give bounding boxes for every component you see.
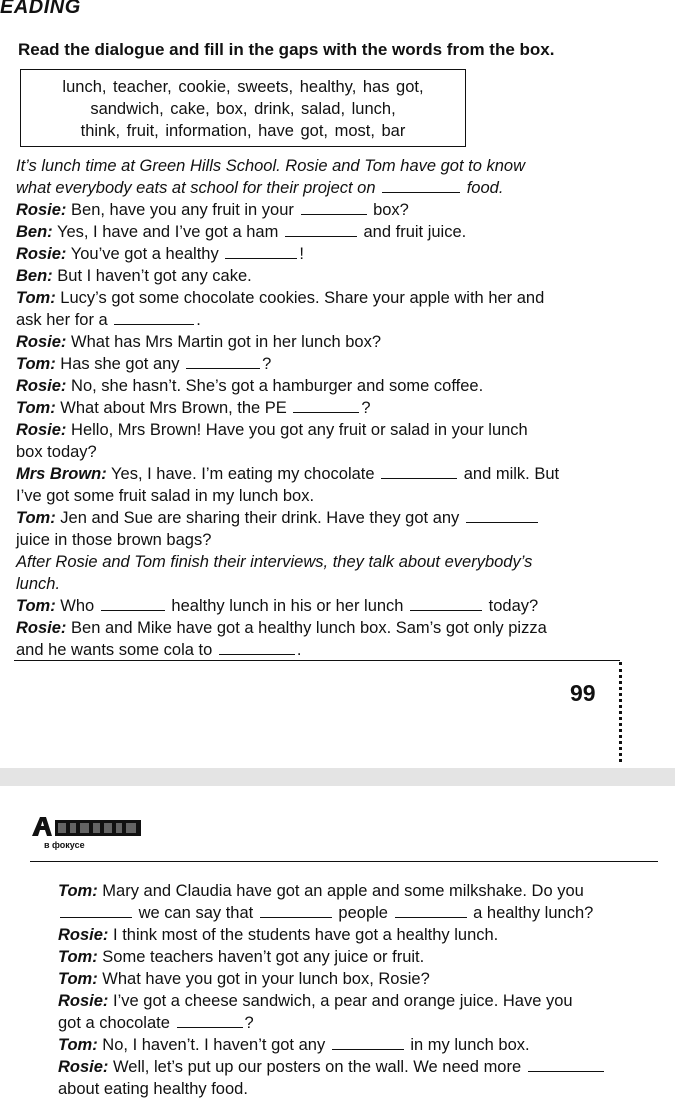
dialogue-text: ask her for a <box>16 311 113 329</box>
dialogue-line <box>16 617 666 639</box>
dialogue-text: After Rosie and Tom finish their interviews, they talk about everybody’s <box>16 553 533 571</box>
dialogue-text: food. <box>462 179 504 197</box>
speaker-name: Tom: <box>58 882 98 900</box>
fill-in-gap[interactable] <box>177 1012 243 1028</box>
dialogue-text: What about Mrs Brown, the PE <box>55 399 292 417</box>
page-divider <box>14 660 620 661</box>
dialogue-line <box>58 1034 668 1056</box>
fill-in-gap[interactable] <box>466 507 538 523</box>
fill-in-gap[interactable] <box>410 595 482 611</box>
dialogue-line <box>16 287 666 309</box>
fill-in-gap[interactable] <box>101 595 165 611</box>
section-heading: EADING <box>0 0 81 18</box>
dialogue-text: But I haven’t got any cake. <box>52 267 252 285</box>
dialogue-text: Has she got any <box>55 355 185 373</box>
dialogue-text: in my lunch box. <box>405 1036 530 1054</box>
dialogue-text: You’ve got a healthy <box>66 245 224 263</box>
dialogue-text: ! <box>299 245 304 263</box>
dialogue-line <box>16 507 666 529</box>
speaker-name: Rosie: <box>58 992 109 1010</box>
dialogue-text: Who <box>55 597 99 615</box>
textbook-page-next <box>0 786 675 1118</box>
dialogue-text: we can say that <box>134 904 258 922</box>
dialogue-text: What have you got in your lunch box, Rosie? <box>97 970 430 988</box>
fill-in-gap[interactable] <box>395 902 467 918</box>
speaker-name: Rosie: <box>16 201 67 219</box>
dialogue-line <box>16 199 666 221</box>
speaker-name: Tom: <box>16 597 56 615</box>
header-divider <box>30 861 658 862</box>
dialogue-text: healthy lunch in his or her lunch <box>166 597 409 615</box>
speaker-name: Tom: <box>58 1036 98 1054</box>
dialogue-line <box>16 419 666 441</box>
dialogue-line <box>58 968 668 990</box>
word-box <box>20 69 466 147</box>
dialogue-text: No, she hasn’t. She’s got a hamburger and some coffee. <box>66 377 484 395</box>
dialogue-text: . <box>296 641 302 659</box>
dialogue-text: No, I haven’t. I haven’t got any <box>97 1036 330 1054</box>
dialogue-text: ? <box>262 355 272 373</box>
dialogue-text: and milk. But <box>459 465 560 483</box>
speaker-name: Tom: <box>16 355 56 373</box>
fill-in-gap[interactable] <box>382 177 460 193</box>
dialogue-text: juice in those brown bags? <box>16 531 212 549</box>
dialogue-line <box>16 221 666 243</box>
publisher-logo-icon <box>30 814 142 838</box>
page-separator <box>0 768 675 786</box>
fill-in-gap[interactable] <box>301 199 367 215</box>
dialogue-line <box>16 331 666 353</box>
dialogue-text: I think most of the students have got a healthy lunch. <box>108 926 499 944</box>
dialogue-text: ? <box>361 399 371 417</box>
dialogue-line <box>58 880 668 902</box>
fill-in-gap[interactable] <box>528 1056 604 1072</box>
fill-in-gap[interactable] <box>285 221 357 237</box>
dialogue-line <box>58 946 668 968</box>
dialogue-line <box>16 353 666 375</box>
dialogue-text: box today? <box>16 443 97 461</box>
dialogue-line <box>16 177 666 199</box>
dialogue-text: Ben and Mike have got a healthy lunch box. Sam’s got only pizza <box>66 619 547 637</box>
dialogue-line <box>58 1056 668 1078</box>
dialogue-text: Well, let’s put up our posters on the wall. We need more <box>108 1058 526 1076</box>
dialogue-text: Yes, I have. I’m eating my chocolate <box>106 465 380 483</box>
speaker-name: Rosie: <box>16 619 67 637</box>
dialogue-text: people <box>333 904 393 922</box>
dialogue-text: lunch. <box>16 575 61 593</box>
speaker-name: Tom: <box>16 399 56 417</box>
dialogue-line <box>58 924 668 946</box>
dialogue-line <box>16 551 666 573</box>
dialogue-line <box>16 265 666 287</box>
dialogue-text: What has Mrs Martin got in her lunch box? <box>66 333 381 351</box>
speaker-name: Rosie: <box>16 421 67 439</box>
speaker-name: Tom: <box>58 970 98 988</box>
dotted-margin-line <box>619 662 622 762</box>
fill-in-gap[interactable] <box>114 309 194 325</box>
dialogue-line <box>58 902 668 924</box>
dialogue-text: about eating healthy food. <box>58 1080 248 1098</box>
fill-in-gap[interactable] <box>260 902 332 918</box>
dialogue-page1 <box>16 155 666 661</box>
speaker-name: Tom: <box>16 509 56 527</box>
fill-in-gap[interactable] <box>332 1034 404 1050</box>
fill-in-gap[interactable] <box>225 243 297 259</box>
exercise-instruction: Read the dialogue and fill in the gaps with the words from the box. <box>18 40 555 59</box>
fill-in-gap[interactable] <box>219 639 295 655</box>
speaker-name: Rosie: <box>16 377 67 395</box>
fill-in-gap[interactable] <box>293 397 359 413</box>
speaker-name: Rosie: <box>58 926 109 944</box>
dialogue-text: got a chocolate <box>58 1014 175 1032</box>
dialogue-line <box>16 309 666 331</box>
dialogue-line <box>16 397 666 419</box>
dialogue-text: Lucy’s got some chocolate cookies. Share your apple with her and <box>55 289 545 307</box>
dialogue-text: Ben, have you any fruit in your <box>66 201 299 219</box>
dialogue-line <box>16 243 666 265</box>
dialogue-text: a healthy lunch? <box>468 904 594 922</box>
speaker-name: Tom: <box>58 948 98 966</box>
dialogue-text: and fruit juice. <box>358 223 467 241</box>
dialogue-text: Mary and Claudia have got an apple and some milkshake. Do you <box>97 882 584 900</box>
dialogue-line <box>16 463 666 485</box>
dialogue-line <box>16 529 666 551</box>
speaker-name: Mrs Brown: <box>16 465 107 483</box>
speaker-name: Rosie: <box>58 1058 109 1076</box>
dialogue-line <box>16 375 666 397</box>
speaker-name: Tom: <box>16 289 56 307</box>
word-box-line: sandwich, cake, box, drink, salad, lunch, <box>90 100 396 118</box>
dialogue-text: and he wants some cola to <box>16 641 217 659</box>
dialogue-line <box>16 441 666 463</box>
word-box-line: think, fruit, information, have got, most, bar <box>80 122 406 140</box>
dialogue-line <box>16 595 666 617</box>
dialogue-text: Some teachers haven’t got any juice or fruit. <box>97 948 425 966</box>
speaker-name: Ben: <box>16 267 53 285</box>
publisher-logo-subtitle: в фокусе <box>44 840 85 850</box>
speaker-name: Rosie: <box>16 333 67 351</box>
fill-in-gap[interactable] <box>60 902 132 918</box>
dialogue-text: today? <box>484 597 539 615</box>
dialogue-text: I’ve got some fruit salad in my lunch box. <box>16 487 315 505</box>
dialogue-text: . <box>196 311 201 329</box>
speaker-name: Ben: <box>16 223 53 241</box>
dialogue-line <box>16 485 666 507</box>
dialogue-text: ? <box>244 1014 254 1032</box>
dialogue-text: box? <box>368 201 409 219</box>
dialogue-text: Yes, I have and I’ve got a ham <box>52 223 283 241</box>
dialogue-line <box>58 1078 668 1100</box>
dialogue-line <box>58 990 668 1012</box>
dialogue-text: Jen and Sue are sharing their drink. Have they got any <box>55 509 464 527</box>
word-box-line: lunch, teacher, cookie, sweets, healthy, has got, <box>62 78 424 96</box>
dialogue-text: what everybody eats at school for their project on <box>16 179 381 197</box>
fill-in-gap[interactable] <box>381 463 457 479</box>
dialogue-line <box>16 573 666 595</box>
dialogue-line <box>58 1012 668 1034</box>
dialogue-text: I’ve got a cheese sandwich, a pear and orange juice. Have you <box>108 992 573 1010</box>
dialogue-line <box>16 155 666 177</box>
dialogue-text: It’s lunch time at Green Hills School. Rosie and Tom have got to know <box>16 157 526 175</box>
page-number: 99 <box>570 680 596 706</box>
speaker-name: Rosie: <box>16 245 67 263</box>
dialogue-page2 <box>58 880 668 1100</box>
dialogue-line <box>16 639 666 661</box>
dialogue-text: Hello, Mrs Brown! Have you got any fruit or salad in your lunch <box>66 421 528 439</box>
fill-in-gap[interactable] <box>186 353 260 369</box>
